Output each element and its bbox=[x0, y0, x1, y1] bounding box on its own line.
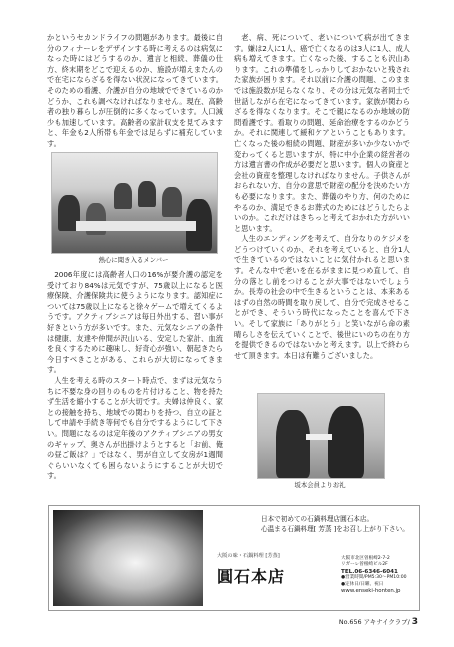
ad-slogan: 日本で初めての石鍋料理店圓石本店。 心温まる石鍋料理[ 芳蒸 ]をお召し上がり下さい。 bbox=[261, 515, 409, 533]
restaurant-info: 大阪市北区曽根崎2-7-2 リガーレ曽根崎ビル2F TEL.06-6346-6041 ●営業時間/PM5:30～PM10:00 ●定休日/日曜、祝日 www.enseki-honten.jp bbox=[341, 556, 415, 594]
article-left-column-continued bbox=[47, 270, 223, 482]
paragraph: 老、病、死について、老いについて病が出てきます。嫌は2人に1人、癌で亡くなるのは3人に1人、成人病も増えてきます。亡くなった後、することも沢山あります。これの準備をしっかりしておかないと残された家族が困ります。それ以前に介護の問題、このままでは施設数が足らなくなり、その分は元気な者同士で世話しながら在宅になってきています。家族が関わらざるを得なくなります。そこで親になるのか地域の防問看護です。看取りの問題、延命治療をするのかどうか。それに関連して緩和ケアということもあります。亡くなった後の相続の問題、財産が多いか少ないかで変わってくると思いますが、特に中小企業の経営者の方は遺言書の作成が必要だと思います。個人の資産と会社の資産を整理しなければなりません。子供さんがおられない方、自分の意思で財産の配分を決めたい方も必要になります。また、葬儀のやり方、何のためにやるのか、満足できるお葬式のためにはどうしたらよいのか。これだけはきちっと考えておかれた方がいいと思います。 bbox=[234, 33, 410, 233]
stone-pot-dish-photo bbox=[53, 510, 203, 606]
issue-number: No.656 bbox=[338, 618, 362, 626]
paragraph: 2006年度には高齢者人口の16%が要介護の認定を受けており84%は元気ですが、75歳以上になると医療保険、介護保険共に使うようになります。認知症については75歳以上になると徐々ゲームで増えてくるようです。アクティブシニアは毎日外出する、習い事が好きという方が多いです。また、元気なシニアの条件は健康、友達や仲間が沢山いる、安定した家計、血流を良くするために趣味し、好奇心が強い、朝起きたら今日すべきことがある、これらが大切になってきます。 bbox=[47, 270, 223, 375]
paragraph: かというセカンドライフの問題があります。最後に自分のフィナーレをデザインする時に考えるのは病気になった時にはどうするのか、遺言と相続、葬儀の仕方、終末期をどこで迎えるのか、施設が増えまたんので在宅にならざるを得ない状況になってきています。そのための看護、介護が自分の地域でできているのかどうか、これも調べなければなりません。現在、高齢者の独り暮らしが圧倒的に多くなっています。人口減少も加速しています。高齢者の家計収支を見てみますと、年金も2人所帯も年金では足らずに補充しています。 bbox=[47, 33, 223, 148]
restaurant-advertisement bbox=[48, 505, 420, 611]
photo-caption: 坂本会員よりお礼 bbox=[294, 481, 346, 489]
magazine-name: アキナイクラブ/ bbox=[363, 618, 410, 626]
members-listening-photo bbox=[51, 152, 218, 254]
photo-caption: 熱心に聞き入るメンバー bbox=[98, 256, 169, 264]
paragraph: 人生のエンディングを考えて、自分なりのケジメをどうつけていくのか、それを考えていると、自分1人で生きているのではないことに気付かれると思います。そんな中で老いを在るがままに見つめ直して、自分の落とし前をつけることが大事ではないでしょうか。長寿の社会の中で生きるということは、本来あるはずの自然の時間を取り戻して、自分で完成させることができ、そういう時代になったことを喜んで下さい。そして家族に「ありがとう」と笑いながら命の素晴らしさを伝えていくことで、後世にいのちの在り方を提供できるのではないかと考えます。以上で終わらせて頂きます。本日は有難うございました。 bbox=[234, 234, 410, 360]
restaurant-url: www.enseki-honten.jp bbox=[341, 588, 401, 595]
thanks-ceremony-photo bbox=[257, 393, 385, 479]
page-footer bbox=[339, 617, 418, 627]
restaurant-logo: 圓石本店 bbox=[217, 567, 286, 586]
ad-sub-label: 大阪の味・石鍋料理 [芳蒸] bbox=[217, 553, 280, 559]
paragraph: 人生を考える時のスタート時点で、まずは元気なうちに不要な身の回りのものを片付けること、物を持たず生活を縮小することが大切です。夫婦は仲良く、家との接触を持ち、地域での関わりを持つ、自立の証として申請や手続き等何でも自分でするようにして下さい。問題になるのは定年後のアクティブシニアの男女のギャップ、奥さんが出掛けようとすると「お前、俺の昼ご飯は？」ではなく、男が自立して女房が1週間ぐらいいなくても困らないようにすることが大切です。 bbox=[47, 375, 223, 481]
article-left-column bbox=[47, 33, 223, 150]
page-number: 3 bbox=[411, 617, 418, 627]
restaurant-phone: TEL.06-6346-6041 bbox=[341, 568, 398, 575]
article-right-column bbox=[234, 33, 410, 361]
